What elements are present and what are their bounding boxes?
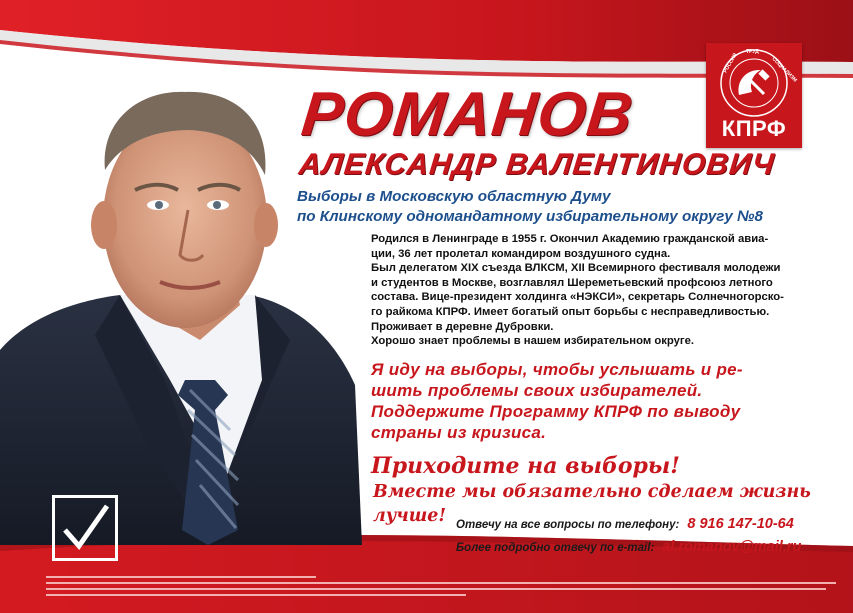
election-info bbox=[297, 187, 763, 227]
bio-line: Был делегатом XIX съезда ВЛКСМ, XII Всемирного фестиваля молодежи bbox=[371, 262, 781, 275]
appeal-line: страны из кризиса. bbox=[371, 423, 547, 442]
svg-text:ТРУД: ТРУД bbox=[746, 49, 759, 55]
bio-line: состава. Вице-президент холдинга «НЭКСИ», секретарь Солнечногорско- bbox=[371, 291, 784, 304]
email-row bbox=[456, 536, 801, 559]
email-address: al.romanov@mail.ru bbox=[662, 539, 802, 555]
logo-label: КПРФ bbox=[721, 116, 787, 141]
appeal-line: Я иду на выборы, чтобы услышать и ре- bbox=[371, 360, 743, 379]
bio-line: Родился в Ленинграде в 1955 г. Окончил Академию гражданской авиа- bbox=[371, 233, 769, 245]
fine-print bbox=[46, 574, 836, 600]
contacts bbox=[456, 513, 801, 559]
bio-line: Проживает в деревне Дубровки. bbox=[371, 320, 554, 333]
bio-line: Хорошо знает проблемы в нашем избирательном округе. bbox=[371, 335, 695, 348]
svg-text:СОЦИАЛИЗМ: СОЦИАЛИЗМ bbox=[770, 56, 798, 84]
phone-number: 8 916 147-10-64 bbox=[687, 516, 794, 532]
election-line-1: Выборы в Московскую областную Думу bbox=[297, 188, 611, 205]
checkmark-icon bbox=[55, 498, 115, 558]
ballot-checkbox bbox=[52, 495, 118, 561]
bio-line: ции, 36 лет пролетал командиром воздушного судна. bbox=[371, 247, 671, 260]
appeal-text bbox=[371, 359, 743, 443]
appeal-line: шить проблемы своих избирателей. bbox=[371, 381, 703, 400]
appeal-line: Поддержите Программу КПРФ по выводу bbox=[371, 402, 741, 421]
biography bbox=[371, 232, 811, 349]
candidate-given-name: АЛЕКСАНДР ВАЛЕНТИНОВИЧ bbox=[297, 148, 777, 181]
call-line-1: Приходите на выборы! bbox=[371, 453, 680, 479]
fine-print-lines bbox=[46, 574, 836, 598]
kprf-logo bbox=[706, 43, 802, 148]
phone-row bbox=[456, 513, 801, 536]
candidate-surname: РОМАНОВ bbox=[298, 80, 637, 149]
svg-text:РОССИЯ: РОССИЯ bbox=[722, 52, 739, 74]
election-line-2: по Клинскому одномандатному избирательному округу №8 bbox=[297, 208, 763, 225]
bio-line: го райкома КПРФ. Имеет богатый опыт борьбы с несправедливостью. bbox=[371, 305, 770, 318]
call-line-2: Вместе мы обязательно сделаем жизнь лучше! bbox=[373, 482, 811, 526]
email-label: Более подробно отвечу по e-mail: bbox=[456, 542, 655, 554]
bio-line: и студентов в Москве, возглавлял Шереметьевский профсоюз летного bbox=[371, 276, 773, 289]
hammer-sickle-icon bbox=[706, 43, 802, 123]
phone-label: Отвечу на все вопросы по телефону: bbox=[456, 519, 680, 531]
